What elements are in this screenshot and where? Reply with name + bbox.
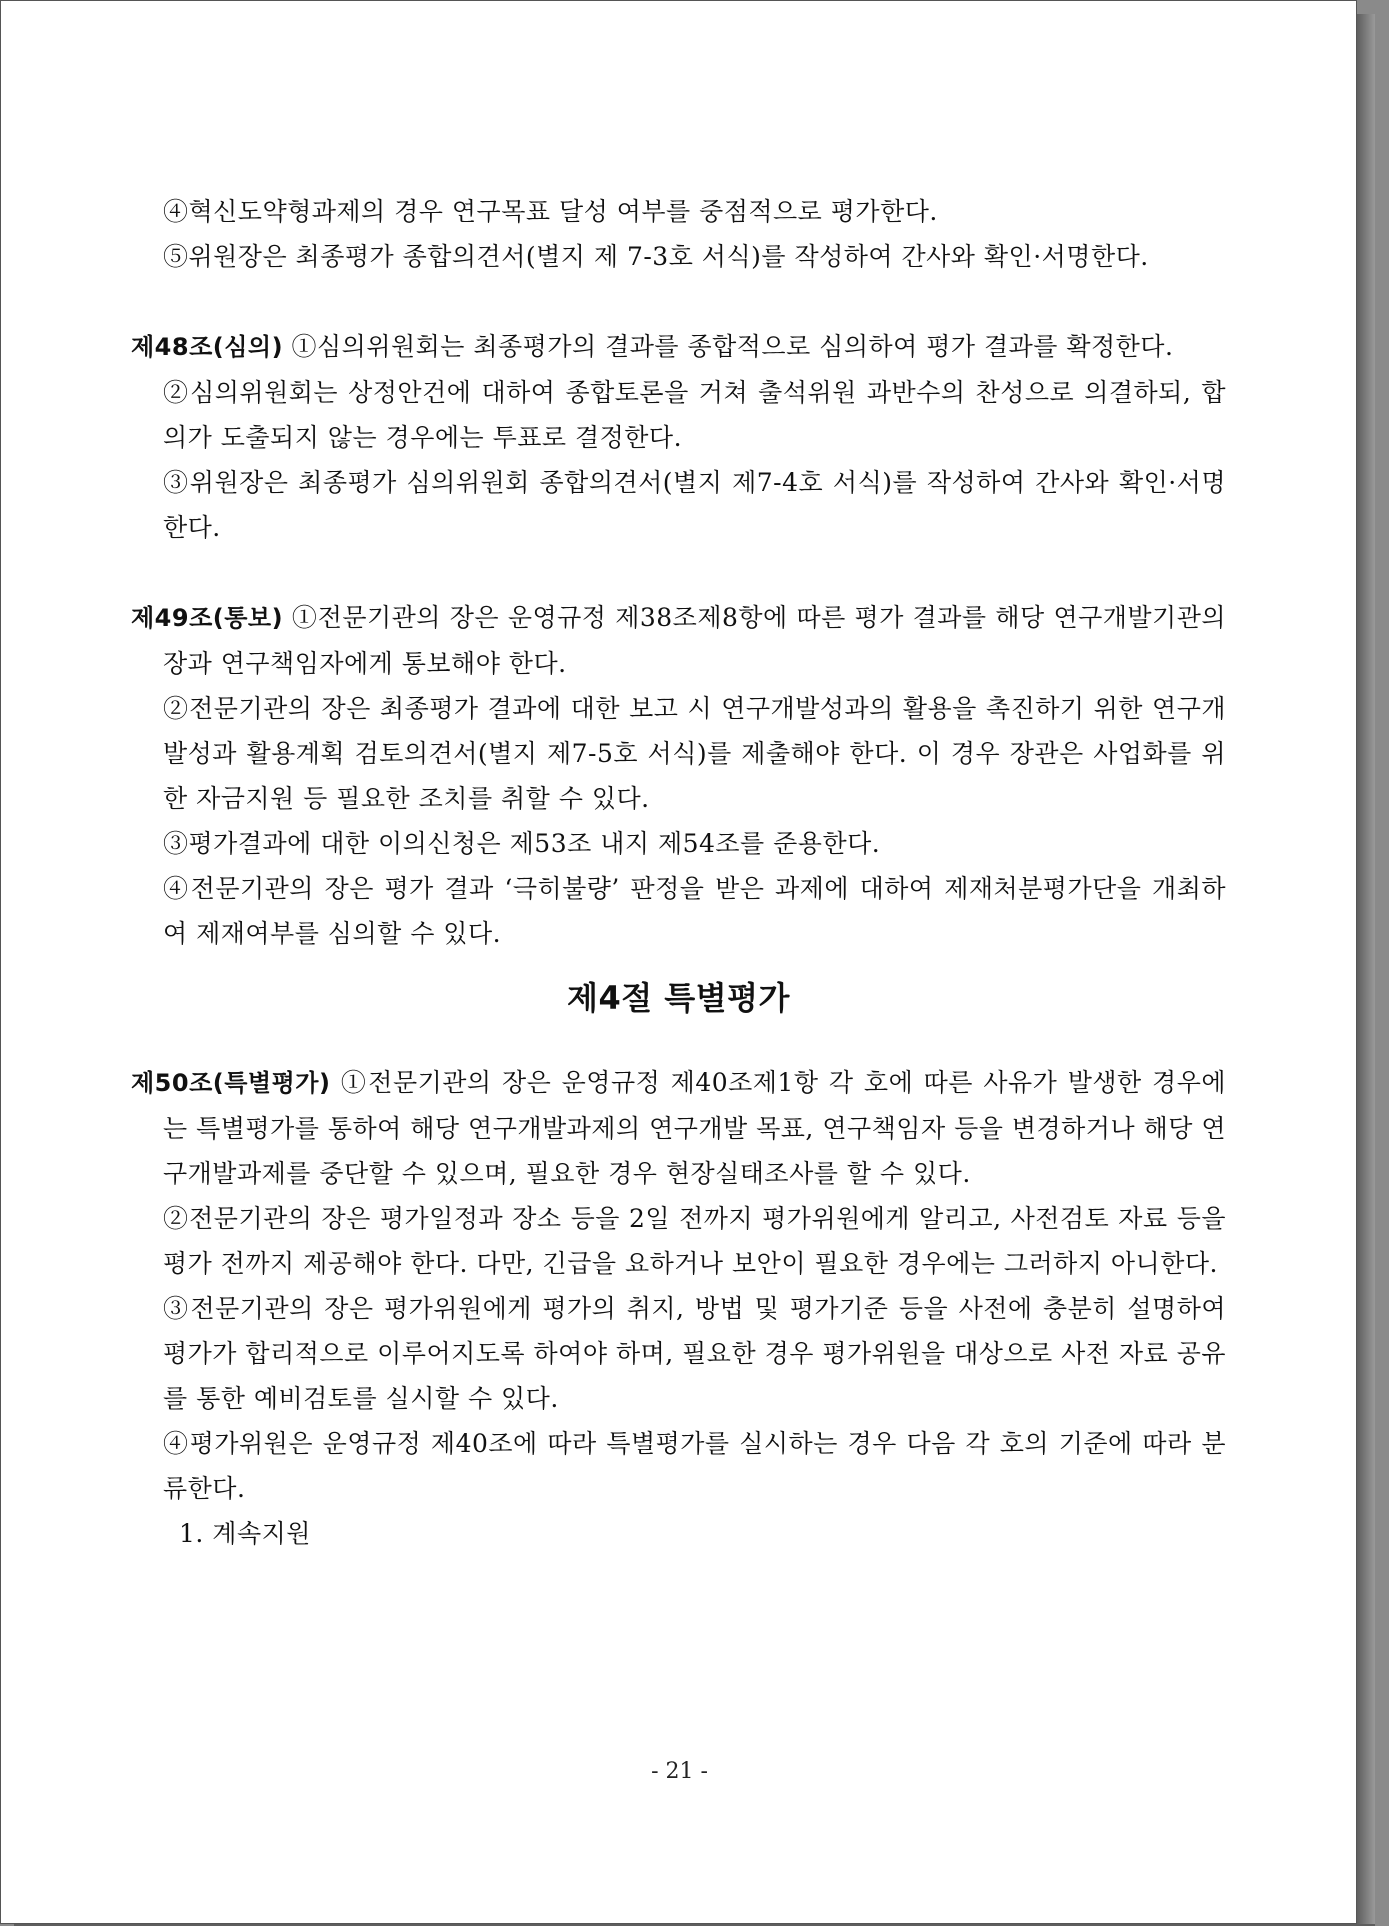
article-50-heading: 제50조(특별평가) (131, 1069, 331, 1097)
article-50-item4: ④평가위원은 운영규정 제40조에 따라 특별평가를 실시하는 경우 다음 각 호의 기준에 따라 분류한다. (163, 1429, 1226, 1503)
art47-item5: ⑤위원장은 최종평가 종합의견서(별지 제 7-3호 서식)를 작성하여 간사와 확인·서명한다. (163, 242, 1149, 271)
article-50-item3: ③전문기관의 장은 평가위원에게 평가의 취지, 방법 및 평가기준 등을 사전에 충분히 설명하여 평가가 합리적으로 이루어지도록 하여야 하며, 필요한 경우 평가위원을 대상으로 사전 자료 공유를 통한 예비검토를 실시할 수 있다. (163, 1294, 1226, 1413)
article-48-item1-text: ①심의위원회는 최종평가의 결과를 종합적으로 심의하여 평가 결과를 확정한다. (283, 332, 1174, 361)
art47-item4: ④혁신도약형과제의 경우 연구목표 달성 여부를 중점적으로 평가한다. (163, 197, 938, 226)
article-49-item1 (131, 595, 1226, 686)
spacer (131, 279, 1226, 324)
article-48-heading: 제48조(심의) (131, 333, 284, 361)
page-content (131, 189, 1226, 1556)
article-50-item2: ②전문기관의 장은 평가일정과 장소 등을 2일 전까지 평가위원에게 알리고, 사전검토 자료 등을 평가 전까지 제공해야 한다. 다만, 긴급을 요하거나 보안이 필요한 경우에는 그러하지 아니한다. (163, 1204, 1226, 1278)
article-48-item2: ②심의위원회는 상정안건에 대하여 종합토론을 거쳐 출석위원 과반수의 찬성으로 의결하되, 합의가 도출되지 않는 경우에는 투표로 결정한다. (163, 378, 1226, 452)
spacer (131, 550, 1226, 595)
article-48-item1 (131, 324, 1226, 370)
article-49-item1-text: ①전문기관의 장은 운영규정 제38조제8항에 따른 평가 결과를 해당 연구개발기관의 장과 연구책임자에게 통보해야 한다. (163, 603, 1226, 678)
article-48-item3: ③위원장은 최종평가 심의위원회 종합의견서(별지 제7-4호 서식)를 작성하여 간사와 확인·서명한다. (163, 468, 1226, 542)
article-50-item1 (131, 1060, 1226, 1196)
section-4-title: 제4절 특별평가 (567, 979, 790, 1017)
page-shadow-right (1357, 14, 1375, 1926)
article-50-item1-text: ①전문기관의 장은 운영규정 제40조제1항 각 호에 따른 사유가 발생한 경우에는 특별평가를 통하여 해당 연구개발과제의 연구개발 목표, 연구책임자 등을 변경하거나 해당 연구개발과제를 중단할 수 있으며, 필요한 경우 현장실태조사를 할 수 있다. (163, 1068, 1226, 1188)
article-49-item2: ②전문기관의 장은 최종평가 결과에 대한 보고 시 연구개발성과의 활용을 촉진하기 위한 연구개발성과 활용계획 검토의견서(별지 제7-5호 서식)를 제출해야 한다. 이 경우 장관은 사업화를 위한 자금지원 등 필요한 조치를 취할 수 있다. (163, 694, 1226, 813)
article-49-item4: ④전문기관의 장은 평가 결과 ‘극히불량’ 판정을 받은 과제에 대하여 제재처분평가단을 개최하여 제재여부를 심의할 수 있다. (163, 874, 1226, 948)
article-50-sub1: 1. 계속지원 (179, 1519, 311, 1548)
article-49-item3: ③평가결과에 대한 이의신청은 제53조 내지 제54조를 준용한다. (163, 829, 881, 858)
article-49-heading: 제49조(통보) (131, 604, 284, 632)
page-number: - 21 - (651, 1759, 708, 1784)
